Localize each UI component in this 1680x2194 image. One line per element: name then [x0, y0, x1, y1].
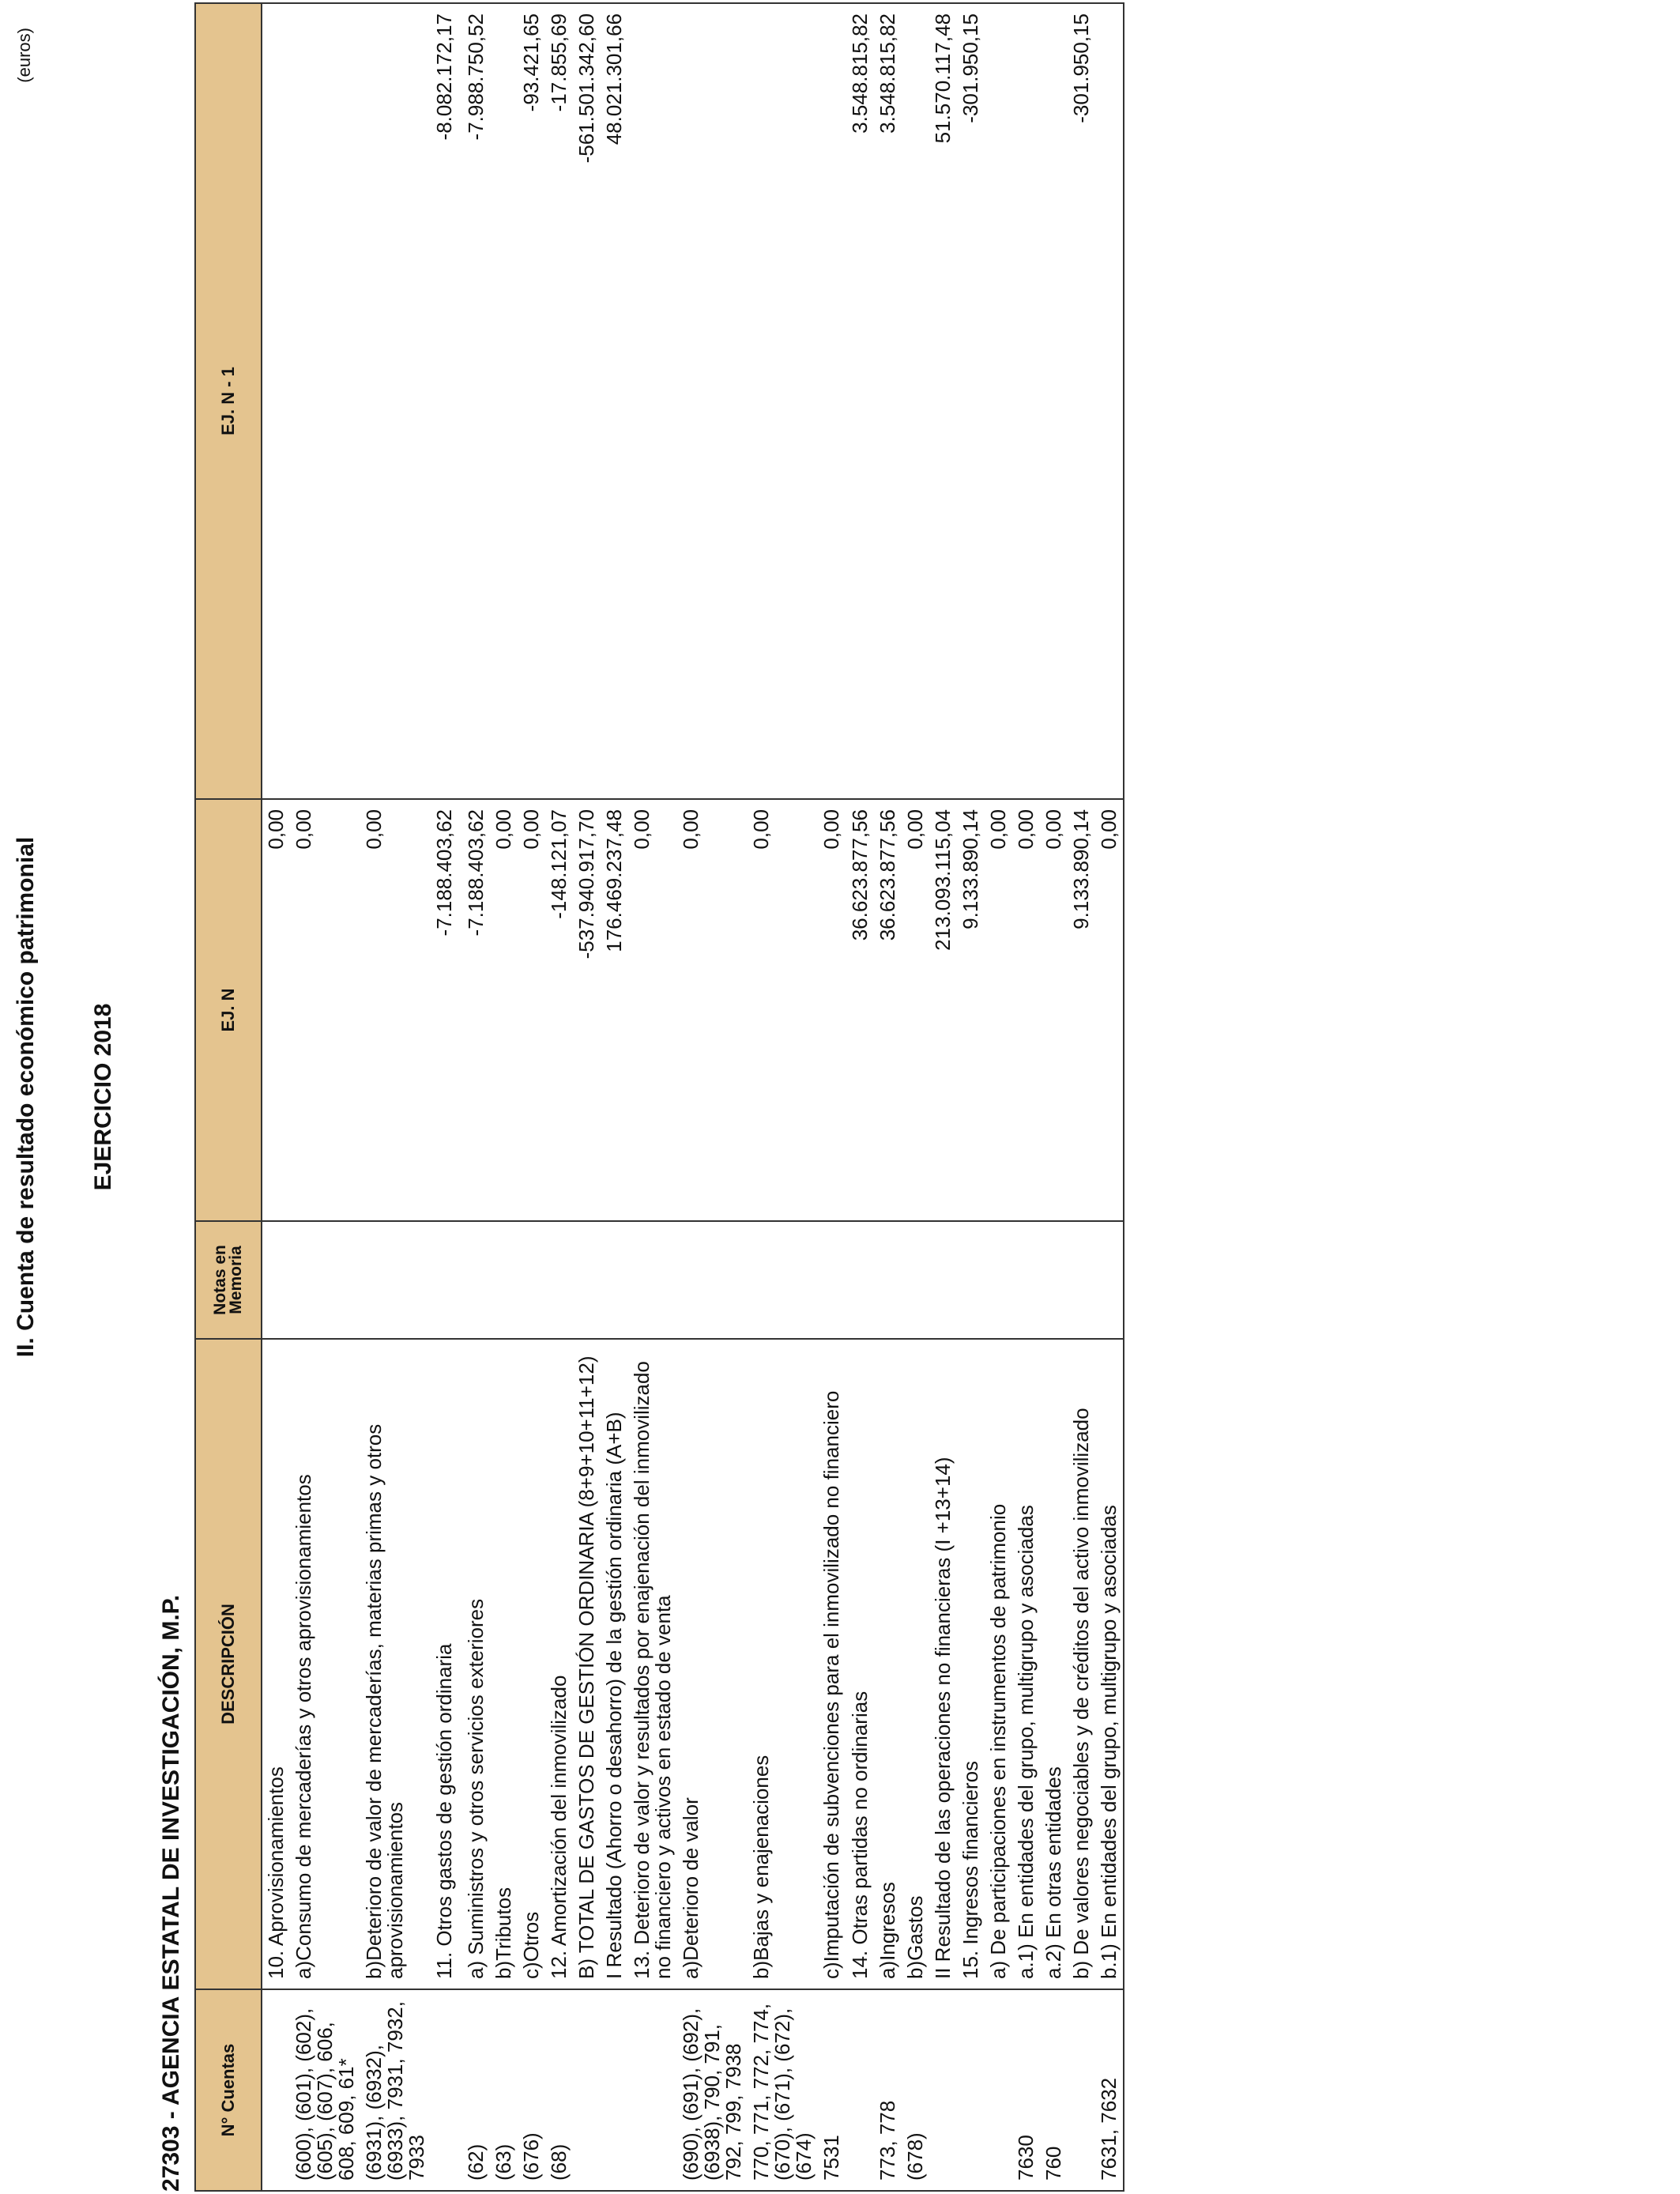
current-year-value: 0,00 — [490, 799, 518, 1221]
accounts-cell: (62) — [462, 1989, 490, 2191]
notes-cell — [628, 1221, 677, 1339]
description-cell: I Resultado (Ahorro o desahorro) de la gestión ordinaria (A+B) — [601, 1339, 628, 1989]
previous-year-value — [262, 3, 290, 799]
current-year-value: 0,00 — [360, 799, 431, 1221]
description-cell: b)Gastos — [902, 1339, 929, 1989]
accounts-cell — [1068, 1989, 1095, 2191]
description-cell: 11. Otros gastos de gestión ordinaria — [431, 1339, 462, 1989]
description-cell: a)Deterioro de valor — [677, 1339, 748, 1989]
current-year-value: 0,00 — [518, 799, 545, 1221]
notes-cell — [545, 1221, 573, 1339]
previous-year-value — [360, 3, 431, 799]
current-year-value: 9.133.890,14 — [1068, 799, 1095, 1221]
table-body — [262, 3, 1124, 2191]
description-cell: b) De valores negociables y de créditos del activo inmovilizado — [1068, 1339, 1095, 1989]
accounts-cell — [957, 1989, 985, 2191]
previous-year-value: -301.950,15 — [1068, 3, 1095, 799]
fiscal-year-heading: EJERCICIO 2018 — [90, 1003, 116, 1191]
notes-cell — [262, 1221, 290, 1339]
accounts-cell — [262, 1989, 290, 2191]
current-year-value: 0,00 — [628, 799, 677, 1221]
col-header-description: DESCRIPCIÓN — [195, 1339, 262, 1989]
table-row — [490, 3, 518, 2191]
previous-year-value: -7.988.750,52 — [462, 3, 490, 799]
current-year-value: 0,00 — [1095, 799, 1124, 1221]
previous-year-value: -8.082.172,17 — [431, 3, 462, 799]
previous-year-value — [490, 3, 518, 799]
col-header-current-year: EJ. N — [195, 799, 262, 1221]
description-cell: 14. Otras partidas no ordinarias — [846, 1339, 874, 1989]
accounts-cell: 7630 — [1012, 1989, 1040, 2191]
description-cell: 10. Aprovisionamientos — [262, 1339, 290, 1989]
notes-cell — [1040, 1221, 1068, 1339]
current-year-value: 0,00 — [818, 799, 846, 1221]
table-row — [902, 3, 929, 2191]
description-cell: a) Suministros y otros servicios exteriores — [462, 1339, 490, 1989]
notes-cell — [290, 1221, 360, 1339]
description-cell: B) TOTAL DE GASTOS DE GESTIÓN ORDINARIA (8+9+10+11+12) — [573, 1339, 601, 1989]
previous-year-value: 3.548.815,82 — [846, 3, 874, 799]
description-cell: a)Ingresos — [874, 1339, 902, 1989]
notes-cell — [902, 1221, 929, 1339]
current-year-value: 9.133.890,14 — [957, 799, 985, 1221]
description-cell: a.1) En entidades del grupo, multigrupo y asociadas — [1012, 1339, 1040, 1989]
notes-cell — [957, 1221, 985, 1339]
previous-year-value: 51.570.117,48 — [929, 3, 957, 799]
accounts-cell: 760 — [1040, 1989, 1068, 2191]
current-year-value: 0,00 — [677, 799, 748, 1221]
table-row — [818, 3, 846, 2191]
previous-year-value — [628, 3, 677, 799]
notes-cell — [1068, 1221, 1095, 1339]
previous-year-value: -17.855,69 — [545, 3, 573, 799]
table-row — [601, 3, 628, 2191]
table-row — [1068, 3, 1095, 2191]
previous-year-value: -301.950,15 — [957, 3, 985, 799]
description-cell: b)Tributos — [490, 1339, 518, 1989]
col-header-previous-year: EJ. N - 1 — [195, 3, 262, 799]
table-row — [957, 3, 985, 2191]
notes-cell — [846, 1221, 874, 1339]
current-year-value: 36.623.877,56 — [874, 799, 902, 1221]
accounts-cell: (600), (601), (602), (605), (607), 606, 608, 609, 61* — [290, 1989, 360, 2191]
notes-cell — [601, 1221, 628, 1339]
table-row — [677, 3, 748, 2191]
description-cell: a)Consumo de mercaderías y otros aprovisionamientos — [290, 1339, 360, 1989]
notes-cell — [929, 1221, 957, 1339]
accounts-cell: (68) — [545, 1989, 573, 2191]
accounts-cell — [431, 1989, 462, 2191]
previous-year-value — [677, 3, 748, 799]
previous-year-value — [1040, 3, 1068, 799]
currency-unit: (euros) — [14, 28, 34, 83]
notes-cell — [360, 1221, 431, 1339]
accounts-cell — [985, 1989, 1012, 2191]
table-row — [462, 3, 490, 2191]
accounts-cell: (6931), (6932), (6933), 7931, 7932, 7933 — [360, 1989, 431, 2191]
table-row — [573, 3, 601, 2191]
previous-year-value — [902, 3, 929, 799]
previous-year-value — [290, 3, 360, 799]
previous-year-value: -93.421,65 — [518, 3, 545, 799]
table-row — [290, 3, 360, 2191]
current-year-value: 176.469.237,48 — [601, 799, 628, 1221]
current-year-value: 0,00 — [902, 799, 929, 1221]
accounts-cell: (676) — [518, 1989, 545, 2191]
description-cell: a.2) En otras entidades — [1040, 1339, 1068, 1989]
previous-year-value: -561.501.342,60 — [573, 3, 601, 799]
table-row — [360, 3, 431, 2191]
accounts-cell — [628, 1989, 677, 2191]
current-year-value: -7.188.403,62 — [462, 799, 490, 1221]
notes-cell — [462, 1221, 490, 1339]
accounts-cell: (63) — [490, 1989, 518, 2191]
table-row — [1040, 3, 1068, 2191]
col-header-accounts: N° Cuentas — [195, 1989, 262, 2191]
notes-cell — [1095, 1221, 1124, 1339]
notes-cell — [677, 1221, 748, 1339]
description-cell: II Resultado de las operaciones no financieras (I +13+14) — [929, 1339, 957, 1989]
current-year-value: -148.121,07 — [545, 799, 573, 1221]
previous-year-value: 48.021.301,66 — [601, 3, 628, 799]
table-row — [874, 3, 902, 2191]
description-cell: b.1) En entidades del grupo, multigrupo y asociadas — [1095, 1339, 1124, 1989]
notes-cell — [431, 1221, 462, 1339]
income-statement-table — [194, 2, 1124, 2192]
previous-year-value: 3.548.815,82 — [874, 3, 902, 799]
previous-year-value — [985, 3, 1012, 799]
table-row — [985, 3, 1012, 2191]
table-row — [1012, 3, 1040, 2191]
description-cell: 13. Deterioro de valor y resultados por enajenación del inmovilizado no financiero y activos en estado de venta — [628, 1339, 677, 1989]
col-header-notes: Notas en Memoria — [195, 1221, 262, 1339]
accounts-cell — [846, 1989, 874, 2191]
table-row — [846, 3, 874, 2191]
table-row — [518, 3, 545, 2191]
notes-cell — [573, 1221, 601, 1339]
notes-cell — [1012, 1221, 1040, 1339]
accounts-cell — [601, 1989, 628, 2191]
current-year-value: 0,00 — [748, 799, 818, 1221]
table-row — [262, 3, 290, 2191]
current-year-value: 0,00 — [262, 799, 290, 1221]
previous-year-value — [818, 3, 846, 799]
current-year-value: 0,00 — [985, 799, 1012, 1221]
notes-cell — [748, 1221, 818, 1339]
description-cell: 12. Amortización del inmovilizado — [545, 1339, 573, 1989]
table-row — [545, 3, 573, 2191]
description-cell: b)Deterioro de valor de mercaderías, materias primas y otros aprovisionamientos — [360, 1339, 431, 1989]
table-header-row — [195, 3, 262, 2191]
table-row — [929, 3, 957, 2191]
previous-year-value — [1095, 3, 1124, 799]
accounts-cell — [929, 1989, 957, 2191]
current-year-value: 213.093.115,04 — [929, 799, 957, 1221]
accounts-cell: (690), (691), (692), (6938), 790, 791, 792, 799, 7938 — [677, 1989, 748, 2191]
table-row — [628, 3, 677, 2191]
notes-cell — [985, 1221, 1012, 1339]
accounts-cell: (678) — [902, 1989, 929, 2191]
description-cell: a) De participaciones en instrumentos de patrimonio — [985, 1339, 1012, 1989]
description-cell: 15. Ingresos financieros — [957, 1339, 985, 1989]
description-cell: c)Imputación de subvenciones para el inmovilizado no financiero — [818, 1339, 846, 1989]
entity-name: 27303 - AGENCIA ESTATAL DE INVESTIGACIÓN, M.P. — [158, 1594, 184, 2192]
page-title: II. Cuenta de resultado económico patrimonial — [13, 836, 39, 1358]
current-year-value: -537.940.917,70 — [573, 799, 601, 1221]
table-row — [1095, 3, 1124, 2191]
accounts-cell: 7531 — [818, 1989, 846, 2191]
description-cell: c)Otros — [518, 1339, 545, 1989]
accounts-cell: 770, 771, 772, 774, (670), (671), (672), (674) — [748, 1989, 818, 2191]
notes-cell — [490, 1221, 518, 1339]
table-row — [431, 3, 462, 2191]
description-cell: b)Bajas y enajenaciones — [748, 1339, 818, 1989]
accounts-cell: 773, 778 — [874, 1989, 902, 2191]
notes-cell — [818, 1221, 846, 1339]
table-row — [748, 3, 818, 2191]
accounts-cell: 7631, 7632 — [1095, 1989, 1124, 2191]
notes-cell — [874, 1221, 902, 1339]
current-year-value: 0,00 — [1040, 799, 1068, 1221]
current-year-value: 36.623.877,56 — [846, 799, 874, 1221]
accounts-cell — [573, 1989, 601, 2191]
current-year-value: 0,00 — [290, 799, 360, 1221]
notes-cell — [518, 1221, 545, 1339]
previous-year-value — [1012, 3, 1040, 799]
current-year-value: 0,00 — [1012, 799, 1040, 1221]
previous-year-value — [748, 3, 818, 799]
current-year-value: -7.188.403,62 — [431, 799, 462, 1221]
